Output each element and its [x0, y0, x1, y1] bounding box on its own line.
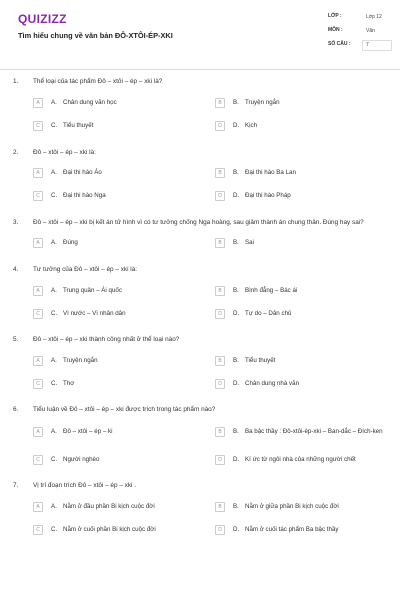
option-checkbox[interactable]: B [215, 98, 225, 108]
meta-label-class: LỚP : [328, 13, 342, 19]
option-checkbox[interactable]: B [215, 168, 225, 178]
option-d[interactable] [215, 309, 390, 321]
option-letter: B. [233, 239, 239, 246]
option-checkbox[interactable]: C [33, 525, 43, 535]
option-text: Sai [245, 239, 254, 246]
question-text: Đô – xtôi – ép – xki là: [33, 149, 96, 156]
option-checkbox[interactable]: C [33, 455, 43, 465]
worksheet-title: Tìm hiểu chung về văn bản ĐÔ-XTÔI-ÉP-XKI [18, 31, 173, 40]
question-text: Đô – xtôi – ép – xki bị kết án tử hình vì có tư tưởng chống Nga hoàng, sau giảm thành án chung thân. Đúng hay sai? [33, 219, 364, 226]
option-checkbox[interactable]: A [33, 356, 43, 366]
meta-row-count [328, 41, 392, 55]
option-text: Nằm ở giữa phần Bi kịch cuộc đời [245, 503, 339, 510]
option-text: Nằm ở cuối phần Bi kịch cuộc đời [63, 526, 156, 533]
option-c[interactable] [33, 455, 203, 467]
option-text: Ba bậc thầy : Đô-xtôi-ép-xki – Ban-dắc – Đích-ken [245, 428, 383, 435]
option-checkbox[interactable]: B [215, 356, 225, 366]
option-text: Đại thi hào Ba Lan [245, 169, 296, 176]
question-number: 6. [13, 406, 19, 413]
option-letter: D. [233, 456, 240, 463]
option-checkbox[interactable]: D [215, 191, 225, 201]
option-letter: B. [233, 428, 239, 435]
meta-label-count: SỐ CÂU : [328, 41, 351, 47]
option-text: Nằm ở đầu phần Bi kịch cuộc đời [63, 503, 155, 510]
option-letter: A. [51, 99, 57, 106]
option-text: Kí ức từ ngôi nhà của những người chết [245, 456, 356, 463]
option-letter: C. [51, 380, 58, 387]
option-text: Trung quân – Ái quốc [63, 287, 122, 294]
option-letter: A. [51, 287, 57, 294]
option-checkbox[interactable]: B [215, 502, 225, 512]
question-text: Thể loại của tác phẩm Đô – xtôi – ép – xki là? [33, 78, 163, 85]
meta-value-subject: Văn [366, 28, 375, 34]
option-letter: D. [233, 310, 240, 317]
option-text: Tự do – Dân chủ [245, 310, 292, 317]
option-c[interactable] [33, 121, 203, 133]
option-d[interactable] [215, 455, 390, 467]
option-d[interactable] [215, 121, 390, 133]
option-d[interactable] [215, 379, 390, 391]
option-checkbox[interactable]: C [33, 379, 43, 389]
option-b[interactable] [215, 356, 390, 368]
option-checkbox[interactable]: A [33, 168, 43, 178]
option-checkbox[interactable]: A [33, 98, 43, 108]
option-checkbox[interactable]: C [33, 121, 43, 131]
option-checkbox[interactable]: A [33, 238, 43, 248]
option-text: Đại thi hào Áo [63, 169, 102, 176]
option-letter: A. [51, 428, 57, 435]
option-checkbox[interactable]: C [33, 191, 43, 201]
option-letter: C. [51, 456, 58, 463]
option-text: Thơ [63, 380, 75, 387]
option-c[interactable] [33, 379, 203, 391]
question-number: 1. [13, 78, 19, 85]
meta-label-subject: MÔN : [328, 27, 343, 33]
option-letter: D. [233, 380, 240, 387]
option-text: Đúng [63, 239, 78, 246]
option-text: Kịch [245, 122, 258, 129]
option-a[interactable] [33, 98, 203, 110]
option-letter: D. [233, 122, 240, 129]
option-checkbox[interactable]: D [215, 309, 225, 319]
option-c[interactable] [33, 191, 203, 203]
option-c[interactable] [33, 309, 203, 321]
option-checkbox[interactable]: D [215, 455, 225, 465]
question-text: Tiểu luận về Đô – xtôi – ép – xki được trích trong tác phẩm nào? [33, 406, 216, 413]
option-letter: B. [233, 357, 239, 364]
option-text: Truyện ngắn [63, 357, 98, 364]
option-b[interactable] [215, 286, 390, 298]
option-text: Tiểu thuyết [63, 122, 94, 129]
worksheet-header [0, 0, 400, 70]
question-text: Đô – xtôi – ép – xki thành công nhất ở thể loại nào? [33, 336, 180, 343]
option-text: Chân dung văn học [63, 99, 117, 106]
question-number: 2. [13, 149, 19, 156]
option-checkbox[interactable]: D [215, 525, 225, 535]
option-text: Người nghèo [63, 456, 100, 463]
option-letter: A. [51, 503, 57, 510]
option-text: Bình đẳng – Bác ái [245, 287, 298, 294]
option-letter: A. [51, 357, 57, 364]
question-number: 5. [13, 336, 19, 343]
option-checkbox[interactable]: C [33, 309, 43, 319]
option-text: Vì nước – Vì nhân dân [63, 310, 126, 317]
option-b[interactable] [215, 238, 390, 250]
option-text: Đại thi hào Pháp [245, 192, 291, 199]
option-c[interactable] [33, 525, 203, 537]
meta-row-subject [328, 27, 392, 41]
option-checkbox[interactable]: A [33, 286, 43, 296]
option-letter: B. [233, 99, 239, 106]
option-letter: C. [51, 192, 58, 199]
option-text: Đô – xtôi – ép – ki [63, 428, 113, 435]
option-letter: A. [51, 169, 57, 176]
option-text: Nằm ở cuối tác phẩm Ba bậc thầy [245, 526, 339, 533]
option-b[interactable] [215, 98, 390, 110]
option-letter: C. [51, 310, 58, 317]
option-a[interactable] [33, 502, 203, 514]
option-letter: D. [233, 526, 240, 533]
option-letter: B. [233, 503, 239, 510]
option-a[interactable] [33, 286, 203, 298]
worksheet-meta [328, 13, 392, 55]
question-number: 4. [13, 266, 19, 273]
option-letter: A. [51, 239, 57, 246]
question-number: 7. [13, 482, 19, 489]
option-checkbox[interactable]: B [215, 286, 225, 296]
meta-value-count: 7 [362, 40, 392, 51]
option-b[interactable] [215, 168, 390, 180]
option-checkbox[interactable]: A [33, 427, 43, 437]
option-checkbox[interactable]: D [215, 379, 225, 389]
option-b[interactable] [215, 427, 390, 439]
option-a[interactable] [33, 356, 203, 368]
option-b[interactable] [215, 502, 390, 514]
option-a[interactable] [33, 168, 203, 180]
option-letter: B. [233, 169, 239, 176]
option-letter: C. [51, 122, 58, 129]
option-text: Tiểu thuyết [245, 357, 276, 364]
option-checkbox[interactable]: B [215, 238, 225, 248]
option-d[interactable] [215, 191, 390, 203]
meta-value-class: Lớp 12 [366, 14, 382, 20]
option-letter: C. [51, 526, 58, 533]
meta-row-class [328, 13, 392, 27]
question-text: Vị trí đoạn trích Đô – xtôi – ép – xki . [33, 482, 137, 489]
quizizz-logo: QUIZIZZ [18, 12, 67, 26]
option-checkbox[interactable]: A [33, 502, 43, 512]
option-letter: D. [233, 192, 240, 199]
option-text: Truyện ngắn [245, 99, 280, 106]
question-number: 3. [13, 219, 19, 226]
option-text: Chân dung nhà văn [245, 380, 300, 387]
question-text: Tư tưởng của Đô – xtôi – ép – xki là: [33, 266, 138, 273]
option-text: Đại thi hào Nga [63, 192, 106, 199]
option-a[interactable] [33, 427, 203, 439]
option-a[interactable] [33, 238, 203, 250]
option-letter: B. [233, 287, 239, 294]
option-checkbox[interactable]: D [215, 121, 225, 131]
option-checkbox[interactable]: B [215, 427, 225, 437]
option-d[interactable] [215, 525, 390, 537]
